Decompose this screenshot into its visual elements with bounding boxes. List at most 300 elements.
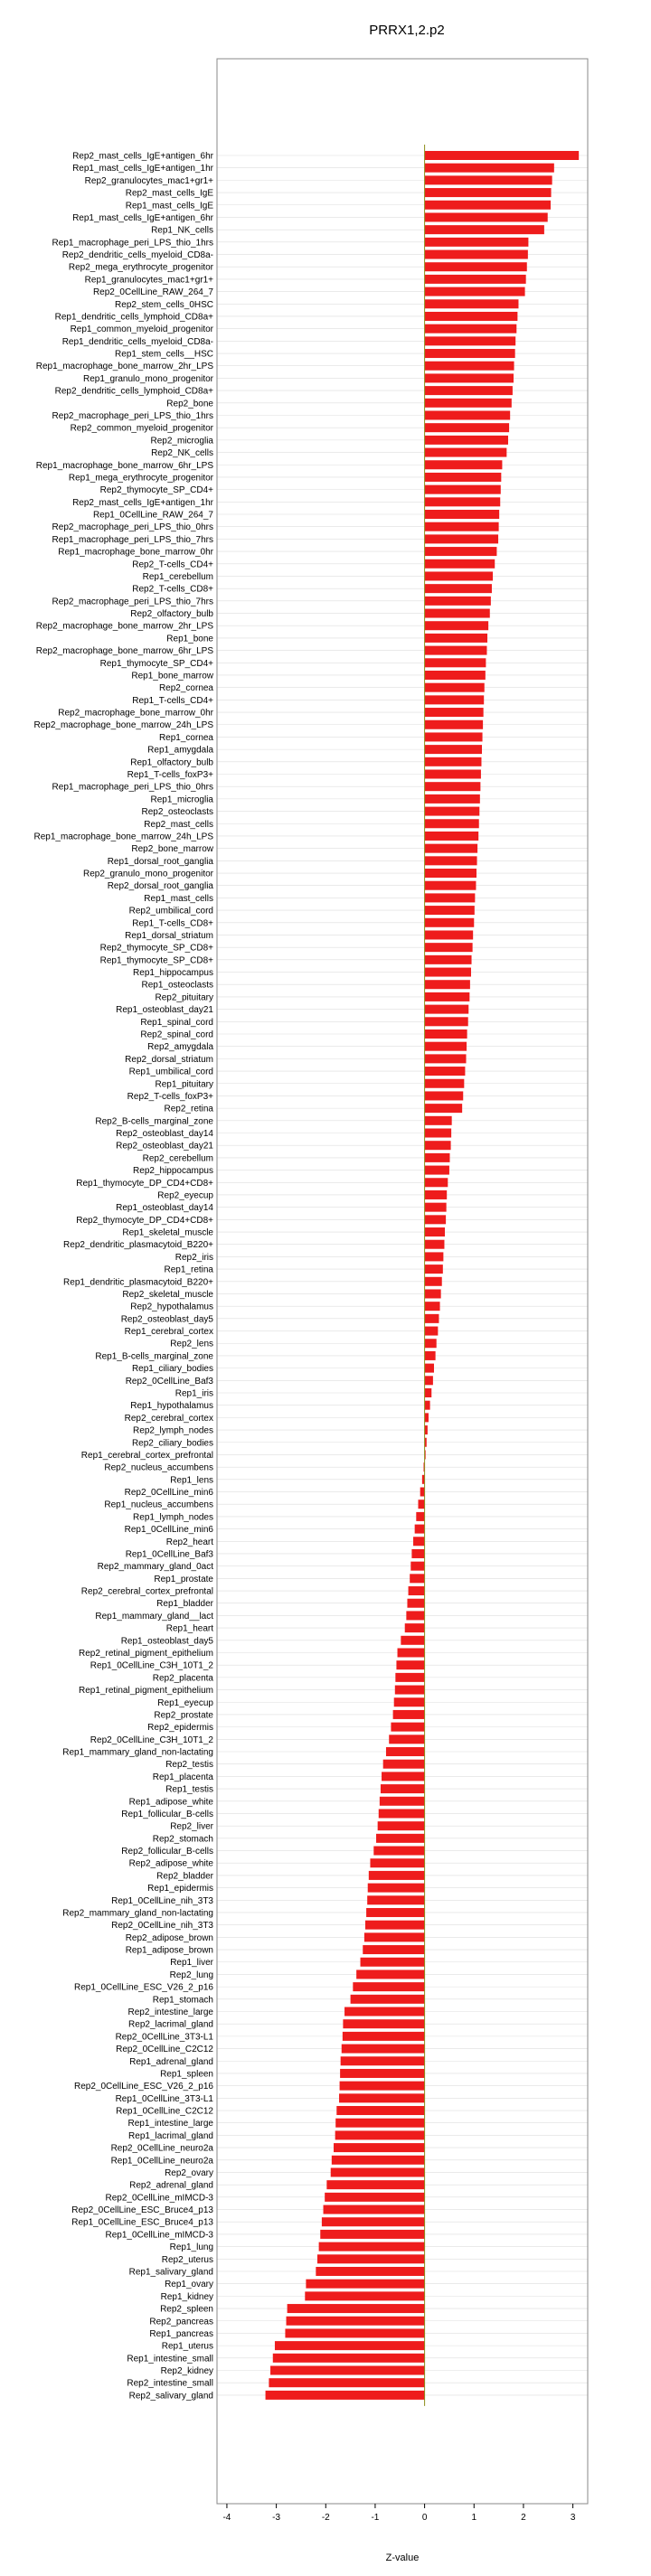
bar — [425, 1116, 452, 1125]
x-tick-label: 2 — [521, 2513, 526, 2523]
bar — [343, 2019, 424, 2028]
category-label: Rep1_adipose_brown — [125, 1945, 213, 1956]
category-label: Rep2_macrophage_peri_LPS_thio_7hrs — [52, 597, 213, 607]
bar — [425, 634, 487, 643]
bar — [425, 460, 503, 469]
bar — [411, 1549, 424, 1558]
bar — [425, 770, 481, 779]
bar — [425, 1141, 451, 1150]
bar — [382, 1772, 425, 1781]
bar — [425, 362, 514, 371]
category-label: Rep1_granulocytes_mac1+gr1+ — [84, 275, 213, 286]
category-label: Rep2_bone_marrow — [131, 844, 213, 855]
bar — [425, 324, 517, 334]
category-label: Rep1_osteoblast_day5 — [120, 1636, 213, 1647]
category-label: Rep1_macrophage_peri_LPS_thio_7hrs — [52, 534, 213, 545]
category-label: Rep2_T-cells_CD8+ — [132, 584, 213, 595]
category-label: Rep1_bladder — [156, 1599, 213, 1610]
bar — [425, 1091, 464, 1100]
category-label: Rep1_adrenal_gland — [129, 2056, 213, 2067]
bar — [425, 423, 509, 432]
bar — [425, 819, 479, 828]
category-label: Rep2_spleen — [160, 2304, 213, 2315]
category-label: Rep1_pancreas — [149, 2328, 213, 2339]
category-label: Rep1_lens — [170, 1475, 213, 1486]
bar — [317, 2254, 425, 2263]
category-label: Rep1_0CellLine_min6 — [124, 1525, 213, 1536]
bar — [410, 1562, 424, 1571]
bar — [425, 1166, 449, 1175]
bar — [425, 1302, 440, 1311]
bar — [365, 1921, 425, 1930]
bar — [405, 1623, 425, 1632]
bar — [425, 399, 512, 408]
bar — [415, 1525, 425, 1534]
bar — [409, 1586, 425, 1595]
category-label: Rep1_0CellLine_nih_3T3 — [111, 1895, 213, 1906]
category-label: Rep2_spinal_cord — [140, 1029, 213, 1040]
bar — [288, 2304, 425, 2313]
category-label: Rep1_ciliary_bodies — [131, 1364, 213, 1375]
bar — [425, 1227, 445, 1236]
bar — [389, 1735, 424, 1744]
bar — [340, 2069, 424, 2078]
category-label: Rep1_dorsal_striatum — [125, 930, 213, 941]
category-label: Rep2_NK_cells — [151, 448, 213, 459]
category-label: Rep1_hypothalamus — [130, 1401, 213, 1412]
bar — [425, 782, 481, 791]
x-tick-label: -3 — [272, 2513, 281, 2523]
category-label: Rep1_liver — [170, 1958, 213, 1969]
category-label: Rep2_lymph_nodes — [133, 1425, 213, 1436]
bar — [425, 410, 511, 419]
category-label: Rep2_mast_cells_IgE+antigen_6hr — [72, 151, 213, 162]
bar — [425, 646, 487, 655]
bar — [425, 1327, 439, 1336]
bar — [425, 547, 497, 556]
bar — [394, 1697, 425, 1706]
bar — [395, 1673, 424, 1682]
category-label: Rep2_retina — [164, 1104, 213, 1114]
category-label: Rep1_0CellLine_mIMCD-3 — [105, 2230, 213, 2241]
category-label: Rep1_common_myeloid_progenitor — [70, 324, 213, 335]
bar — [425, 609, 490, 618]
category-label: Rep1_stomach — [152, 1995, 213, 2006]
bar — [320, 2230, 424, 2239]
category-label: Rep2_macrophage_bone_marrow_0hr — [58, 708, 213, 719]
category-label: Rep1_macrophage_peri_LPS_thio_0hrs — [52, 782, 213, 793]
category-label: Rep2_0CellLine_mIMCD-3 — [105, 2193, 213, 2204]
bar — [370, 1858, 424, 1867]
bar — [335, 2130, 425, 2139]
category-label: Rep1_macrophage_peri_LPS_thio_1hrs — [52, 238, 213, 249]
bar — [425, 201, 551, 210]
bar — [425, 262, 527, 271]
bar — [425, 373, 514, 382]
bar — [425, 1153, 450, 1162]
bar — [363, 1945, 424, 1954]
bar — [391, 1723, 424, 1732]
category-label: Rep2_hypothalamus — [130, 1302, 213, 1312]
x-tick-label: 3 — [570, 2513, 576, 2523]
bar — [425, 571, 493, 580]
x-tick-label: 1 — [471, 2513, 477, 2523]
category-label: Rep2_B-cells_marginal_zone — [95, 1116, 213, 1127]
category-label: Rep1_T-cells_CD4+ — [132, 695, 213, 706]
bar — [425, 250, 528, 259]
category-label: Rep2_dendritic_cells_myeloid_CD8a- — [61, 250, 213, 261]
category-label: Rep1_mast_cells_IgE+antigen_6hr — [72, 212, 213, 223]
category-label: Rep2_pancreas — [149, 2317, 213, 2327]
bar — [425, 1178, 448, 1187]
bars — [266, 151, 580, 2400]
bar — [425, 732, 483, 741]
bar — [420, 1488, 425, 1497]
category-label: Rep1_mast_cells_IgE — [125, 201, 213, 212]
category-label: Rep1_retinal_pigment_epithelium — [79, 1686, 213, 1697]
bar — [305, 2291, 424, 2300]
category-label: Rep2_adipose_brown — [125, 1932, 213, 1943]
category-label: Rep1_spleen — [160, 2069, 213, 2080]
bar — [425, 992, 470, 1001]
category-label: Rep2_heart — [165, 1537, 213, 1547]
category-label: Rep1_0CellLine_Baf3 — [125, 1549, 213, 1560]
bar — [410, 1574, 424, 1583]
category-label: Rep1_cerebral_cortex — [124, 1327, 213, 1338]
bar — [425, 497, 501, 506]
bar — [425, 1215, 447, 1224]
category-label: Rep1_0CellLine_3T3-L1 — [115, 2093, 213, 2104]
bar — [407, 1599, 424, 1608]
category-label: Rep2_mammary_gland_0act — [97, 1562, 213, 1573]
bar — [339, 2093, 425, 2102]
category-label: Rep2_testis — [165, 1760, 213, 1771]
category-label: Rep2_0CellLine_3T3-L1 — [115, 2032, 213, 2043]
category-label: Rep2_adipose_white — [128, 1858, 213, 1869]
bar — [425, 1054, 467, 1063]
category-label: Rep1_dendritic_cells_lymphoid_CD8a+ — [54, 312, 213, 323]
category-label: Rep1_0CellLine_C2C12 — [116, 2106, 213, 2117]
category-label: Rep2_0CellLine_nih_3T3 — [111, 1921, 213, 1932]
category-label: Rep2_macrophage_bone_marrow_6hr_LPS — [35, 646, 213, 657]
category-label: Rep2_lung — [169, 1970, 213, 1980]
bar — [381, 1784, 425, 1793]
bar — [425, 1079, 465, 1088]
bar — [269, 2378, 424, 2387]
bar — [406, 1611, 424, 1620]
bar — [393, 1710, 425, 1719]
bar — [342, 2045, 425, 2054]
category-label: Rep1_osteoblast_day21 — [116, 1005, 213, 1016]
category-label: Rep2_0CellLine_C3H_10T1_2 — [90, 1735, 213, 1745]
category-label: Rep1_mast_cells — [144, 893, 213, 904]
bar — [425, 1252, 444, 1261]
bar — [319, 2242, 425, 2252]
bar — [425, 881, 476, 890]
bar — [285, 2328, 424, 2337]
bar — [425, 1314, 439, 1323]
category-label: Rep2_thymocyte_SP_CD4+ — [99, 485, 213, 496]
category-label: Rep1_cornea — [158, 732, 213, 743]
category-label: Rep1_nucleus_accumbens — [104, 1500, 213, 1510]
category-label: Rep1_thymocyte_SP_CD4+ — [99, 658, 213, 669]
category-label: Rep2_intestine_small — [127, 2378, 213, 2389]
bar — [425, 980, 470, 989]
bar — [273, 2354, 425, 2363]
bar — [340, 2082, 425, 2091]
bar — [425, 807, 480, 816]
bar — [425, 436, 508, 445]
bar — [369, 1871, 425, 1880]
bar — [266, 2391, 425, 2400]
bar — [361, 1958, 425, 1967]
category-label: Rep1_B-cells_marginal_zone — [95, 1351, 213, 1362]
bar — [425, 510, 500, 519]
category-label: Rep1_bone_marrow — [131, 671, 213, 682]
category-label: Rep2_osteoblast_day21 — [116, 1141, 213, 1152]
bar — [396, 1660, 424, 1669]
bar — [270, 2366, 425, 2375]
bar — [378, 1821, 425, 1830]
category-label: Rep2_mega_erythrocyte_progenitor — [68, 262, 213, 273]
bar — [425, 287, 525, 296]
category-label: Rep1_microglia — [150, 794, 213, 805]
bar — [425, 1067, 466, 1076]
bar — [425, 856, 477, 865]
category-label: Rep2_0CellLine_RAW_264_7 — [92, 287, 213, 298]
bar — [335, 2119, 424, 2128]
bar — [425, 695, 485, 704]
bar — [425, 1190, 448, 1199]
category-label: Rep1_intestine_large — [127, 2119, 213, 2129]
category-label: Rep2_ovary — [165, 2167, 213, 2178]
bar — [425, 708, 484, 717]
category-label: Rep1_umbilical_cord — [128, 1067, 213, 1077]
category-label: Rep2_osteoblast_day5 — [120, 1314, 213, 1325]
bar — [395, 1686, 425, 1695]
bar — [425, 1104, 463, 1113]
category-label: Rep1_lacrimal_gland — [128, 2130, 213, 2141]
bar — [287, 2317, 425, 2326]
category-label: Rep2_prostate — [154, 1710, 213, 1721]
x-axis-label: Z-value — [385, 2552, 420, 2563]
category-label: Rep2_bladder — [156, 1871, 213, 1882]
bar — [367, 1895, 424, 1904]
category-label: Rep1_prostate — [154, 1574, 213, 1584]
bar — [425, 918, 475, 927]
bar — [344, 2007, 425, 2017]
category-label: Rep2_umbilical_cord — [128, 906, 213, 917]
category-label: Rep2_cerebral_cortex_prefrontal — [80, 1586, 213, 1597]
bar — [425, 869, 476, 878]
bar — [398, 1648, 425, 1657]
category-label: Rep2_mast_cells_IgE — [125, 188, 213, 199]
bar — [425, 943, 473, 952]
bar — [343, 2032, 425, 2041]
category-label: Rep1_T-cells_CD8+ — [132, 918, 213, 929]
category-label: Rep2_T-cells_CD4+ — [132, 559, 213, 570]
bar — [356, 1970, 424, 1979]
category-label: Rep2_ciliary_bodies — [131, 1438, 213, 1449]
x-tick-label: -2 — [321, 2513, 330, 2523]
category-label: Rep1_T-cells_foxP3+ — [127, 770, 213, 780]
bar — [425, 238, 529, 247]
category-label: Rep2_stomach — [152, 1834, 213, 1845]
bar — [425, 1203, 447, 1212]
bar — [413, 1537, 425, 1546]
bar — [425, 1277, 442, 1286]
category-label: Rep2_macrophage_bone_marrow_24h_LPS — [33, 720, 213, 731]
bar — [366, 1908, 425, 1917]
category-label: Rep1_0CellLine_neuro2a — [110, 2156, 213, 2167]
bar — [425, 1376, 433, 1385]
bar — [425, 1339, 437, 1348]
category-label: Rep2_liver — [170, 1821, 213, 1832]
bar — [425, 757, 482, 766]
bar — [425, 893, 476, 902]
bar — [425, 906, 475, 915]
category-label: Rep1_retina — [164, 1264, 213, 1275]
bar — [341, 2056, 425, 2065]
category-label: Rep1_thymocyte_DP_CD4+CD8+ — [76, 1178, 213, 1189]
category-label: Rep2_cerebral_cortex — [124, 1413, 213, 1424]
bar — [425, 1129, 452, 1138]
bar — [425, 386, 513, 395]
category-label: Rep1_skeletal_muscle — [122, 1227, 213, 1238]
category-label: Rep2_T-cells_foxP3+ — [127, 1091, 213, 1102]
category-label: Rep1_salivary_gland — [128, 2267, 213, 2278]
category-label: Rep2_stem_cells_0HSC — [115, 299, 213, 310]
bar — [331, 2167, 425, 2176]
bar — [425, 534, 498, 543]
x-tick-label: 0 — [421, 2513, 428, 2523]
category-label: Rep2_mast_cells_IgE+antigen_1hr — [72, 497, 213, 508]
category-label: Rep2_pituitary — [155, 992, 213, 1003]
category-label: Rep1_uterus — [161, 2341, 213, 2352]
bar — [425, 1364, 434, 1373]
category-label: Rep1_amygdala — [147, 745, 213, 756]
category-label: Rep2_kidney — [160, 2366, 213, 2377]
bar — [401, 1636, 424, 1645]
category-label: Rep1_bone — [166, 634, 213, 644]
category-label: Rep1_macrophage_bone_marrow_24h_LPS — [33, 832, 213, 842]
category-label: Rep1_intestine_small — [127, 2354, 213, 2364]
category-label: Rep2_macrophage_bone_marrow_2hr_LPS — [35, 621, 213, 632]
category-label: Rep1_iris — [175, 1388, 213, 1399]
bar — [386, 1747, 425, 1756]
bar — [425, 1264, 443, 1274]
bar — [316, 2267, 424, 2276]
bar — [425, 1240, 445, 1249]
bar — [425, 1351, 436, 1360]
bar — [336, 2106, 424, 2115]
category-label: Rep2_placenta — [152, 1673, 213, 1684]
category-label: Rep2_follicular_B-cells — [121, 1847, 213, 1857]
bar — [425, 151, 580, 160]
bar — [416, 1512, 424, 1521]
bar — [306, 2280, 424, 2289]
category-label: Rep1_dendritic_plasmacytoid_B220+ — [63, 1277, 213, 1288]
bar — [425, 225, 544, 234]
category-label: Rep1_olfactory_bulb — [130, 757, 213, 768]
category-label: Rep2_dorsal_root_ganglia — [107, 881, 213, 892]
category-label: Rep1_0CellLine_C3H_10T1_2 — [90, 1660, 213, 1671]
bar — [418, 1500, 424, 1509]
category-label: Rep1_mammary_gland__lact — [95, 1611, 213, 1622]
category-label: Rep2_granulocytes_mac1+gr1+ — [84, 175, 213, 186]
category-label: Rep1_granulo_mono_progenitor — [83, 373, 213, 384]
category-label: Rep2_bone — [166, 399, 213, 409]
category-label: Rep2_macrophage_peri_LPS_thio_0hrs — [52, 522, 213, 533]
bar — [425, 597, 491, 606]
bar — [425, 559, 495, 569]
bar — [379, 1809, 425, 1818]
category-label: Rep1_dendritic_cells_myeloid_CD8a- — [61, 336, 213, 347]
bar — [425, 336, 516, 345]
category-label: Rep1_cerebellum — [142, 571, 213, 582]
category-label: Rep1_mega_erythrocyte_progenitor — [68, 473, 213, 484]
category-label: Rep1_testis — [165, 1784, 213, 1795]
bar — [351, 1995, 425, 2004]
bar — [425, 584, 492, 593]
category-label: Rep1_follicular_B-cells — [121, 1809, 213, 1819]
bar — [425, 683, 485, 692]
bar — [325, 2193, 424, 2202]
category-label: Rep2_mammary_gland_non-lactating — [62, 1908, 213, 1919]
category-label: Rep2_dorsal_striatum — [125, 1054, 213, 1065]
bar — [425, 930, 474, 939]
category-label: Rep2_microglia — [150, 436, 213, 447]
bar — [364, 1932, 425, 1941]
bar — [425, 522, 499, 531]
bar — [425, 794, 480, 804]
category-label: Rep2_0CellLine_ESC_V26_2_p16 — [73, 2082, 213, 2092]
bar — [425, 671, 486, 680]
bar — [425, 349, 515, 358]
category-label: Rep2_skeletal_muscle — [122, 1289, 213, 1300]
bar — [380, 1797, 425, 1806]
bar — [425, 720, 484, 729]
bar — [425, 188, 552, 197]
category-label: Rep1_ovary — [165, 2280, 213, 2290]
category-label: Rep1_pituitary — [155, 1079, 213, 1090]
category-label: Rep2_dendritic_plasmacytoid_B220+ — [63, 1240, 213, 1251]
bar — [324, 2205, 425, 2214]
category-label: Rep2_mast_cells — [144, 819, 213, 830]
bar — [425, 1017, 468, 1026]
bar — [425, 1042, 467, 1051]
category-label: Rep1_placenta — [152, 1772, 213, 1782]
category-label: Rep1_macrophage_bone_marrow_2hr_LPS — [35, 362, 213, 372]
category-label: Rep1_0CellLine_ESC_Bruce4_p13 — [71, 2217, 213, 2228]
category-label: Rep2_uterus — [161, 2254, 213, 2265]
x-tick-label: -1 — [371, 2513, 380, 2523]
bar — [425, 312, 518, 321]
category-label: Rep2_salivary_gland — [128, 2391, 213, 2402]
category-label: Rep2_hippocampus — [133, 1166, 213, 1177]
category-label: Rep2_amygdala — [147, 1042, 213, 1053]
bar — [425, 473, 502, 482]
category-label: Rep1_0CellLine_ESC_V26_2_p16 — [73, 1982, 213, 1993]
bar — [425, 485, 501, 494]
category-label: Rep2_olfactory_bulb — [130, 609, 213, 620]
bar — [425, 844, 477, 853]
bar — [353, 1982, 424, 1991]
bar — [425, 621, 489, 630]
bar — [334, 2143, 425, 2152]
category-label: Rep1_kidney — [160, 2291, 213, 2302]
category-label: Rep1_eyecup — [157, 1697, 213, 1708]
